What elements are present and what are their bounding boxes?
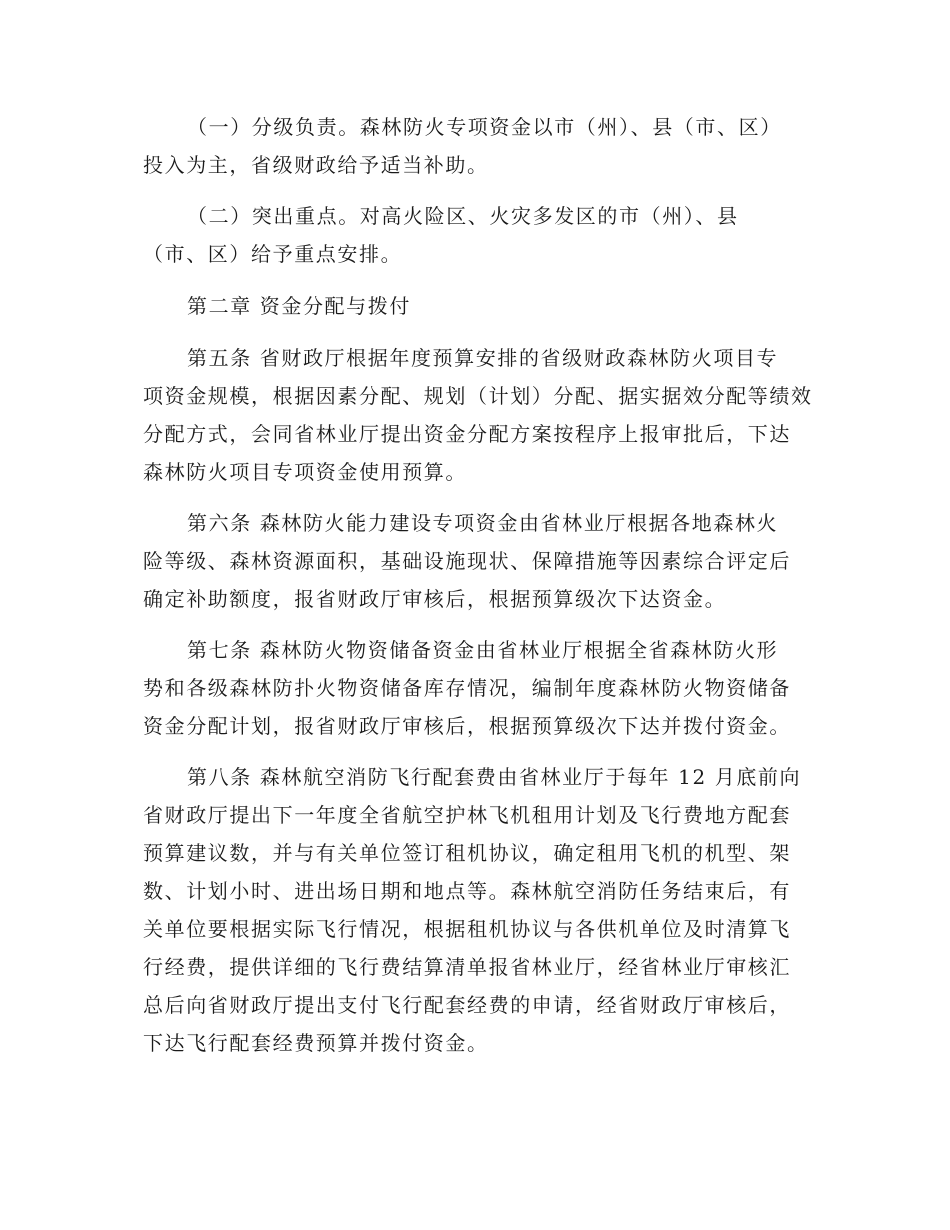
- article-7-line-3: 资金分配计划，报省财政厅审核后，根据预算级次下达并拨付资金。: [143, 714, 791, 738]
- article-7-line-2: 势和各级森林防扑火物资储备库存情况，编制年度森林防火物资储备: [143, 676, 791, 700]
- article-8-line-1: 第八条 森林航空消防飞行配套费由省林业厅于每年 12 月底前向: [187, 765, 802, 789]
- paragraph-1-line-1: （一）分级负责。森林防火专项资金以市（州）、县（市、区）: [187, 115, 782, 139]
- article-8-line-5: 关单位要根据实际飞行情况，根据租机协议与各供机单位及时清算飞: [143, 917, 791, 941]
- article-5-line-2: 项资金规模，根据因素分配、规划（计划）分配、据实据效分配等绩效: [143, 384, 813, 408]
- article-8-line-8: 下达飞行配套经费预算并拨付资金。: [143, 1031, 489, 1055]
- article-6-line-3: 确定补助额度，报省财政厅审核后，根据预算级次下达资金。: [143, 587, 727, 611]
- article-7-line-1: 第七条 森林防火物资储备资金由省林业厅根据全省森林防火形: [187, 638, 779, 662]
- paragraph-2-line-2: （市、区）给予重点安排。: [143, 242, 403, 266]
- article-8-line-6: 行经费，提供详细的飞行费结算清单报省林业厅，经省林业厅审核汇: [143, 955, 791, 979]
- article-6-line-1: 第六条 森林防火能力建设专项资金由省林业厅根据各地森林火: [187, 511, 779, 535]
- paragraph-2-line-1: （二）突出重点。对高火险区、火灾多发区的市（州）、县: [187, 204, 739, 228]
- article-8-line-3: 预算建议数，并与有关单位签订租机协议，确定租用飞机的机型、架: [143, 841, 791, 865]
- article-8-line-7: 总后向省财政厅提出支付飞行配套经费的申请，经省财政厅审核后，: [143, 993, 791, 1017]
- article-8-line-2: 省财政厅提出下一年度全省航空护林飞机租用计划及飞行费地方配套: [143, 803, 791, 827]
- article-5-line-4: 森林防火项目专项资金使用预算。: [143, 460, 467, 484]
- chapter-heading: 第二章 资金分配与拨付: [187, 294, 411, 318]
- article-5-line-1: 第五条 省财政厅根据年度预算安排的省级财政森林防火项目专: [187, 346, 779, 370]
- article-8-line-4: 数、计划小时、进出场日期和地点等。森林航空消防任务结束后，有: [143, 879, 791, 903]
- article-6-line-2: 险等级、森林资源面积，基础设施现状、保障措施等因素综合评定后: [143, 549, 791, 573]
- paragraph-1-line-2: 投入为主，省级财政给予适当补助。: [143, 153, 489, 177]
- article-5-line-3: 分配方式，会同省林业厅提出资金分配方案按程序上报审批后，下达: [143, 422, 791, 446]
